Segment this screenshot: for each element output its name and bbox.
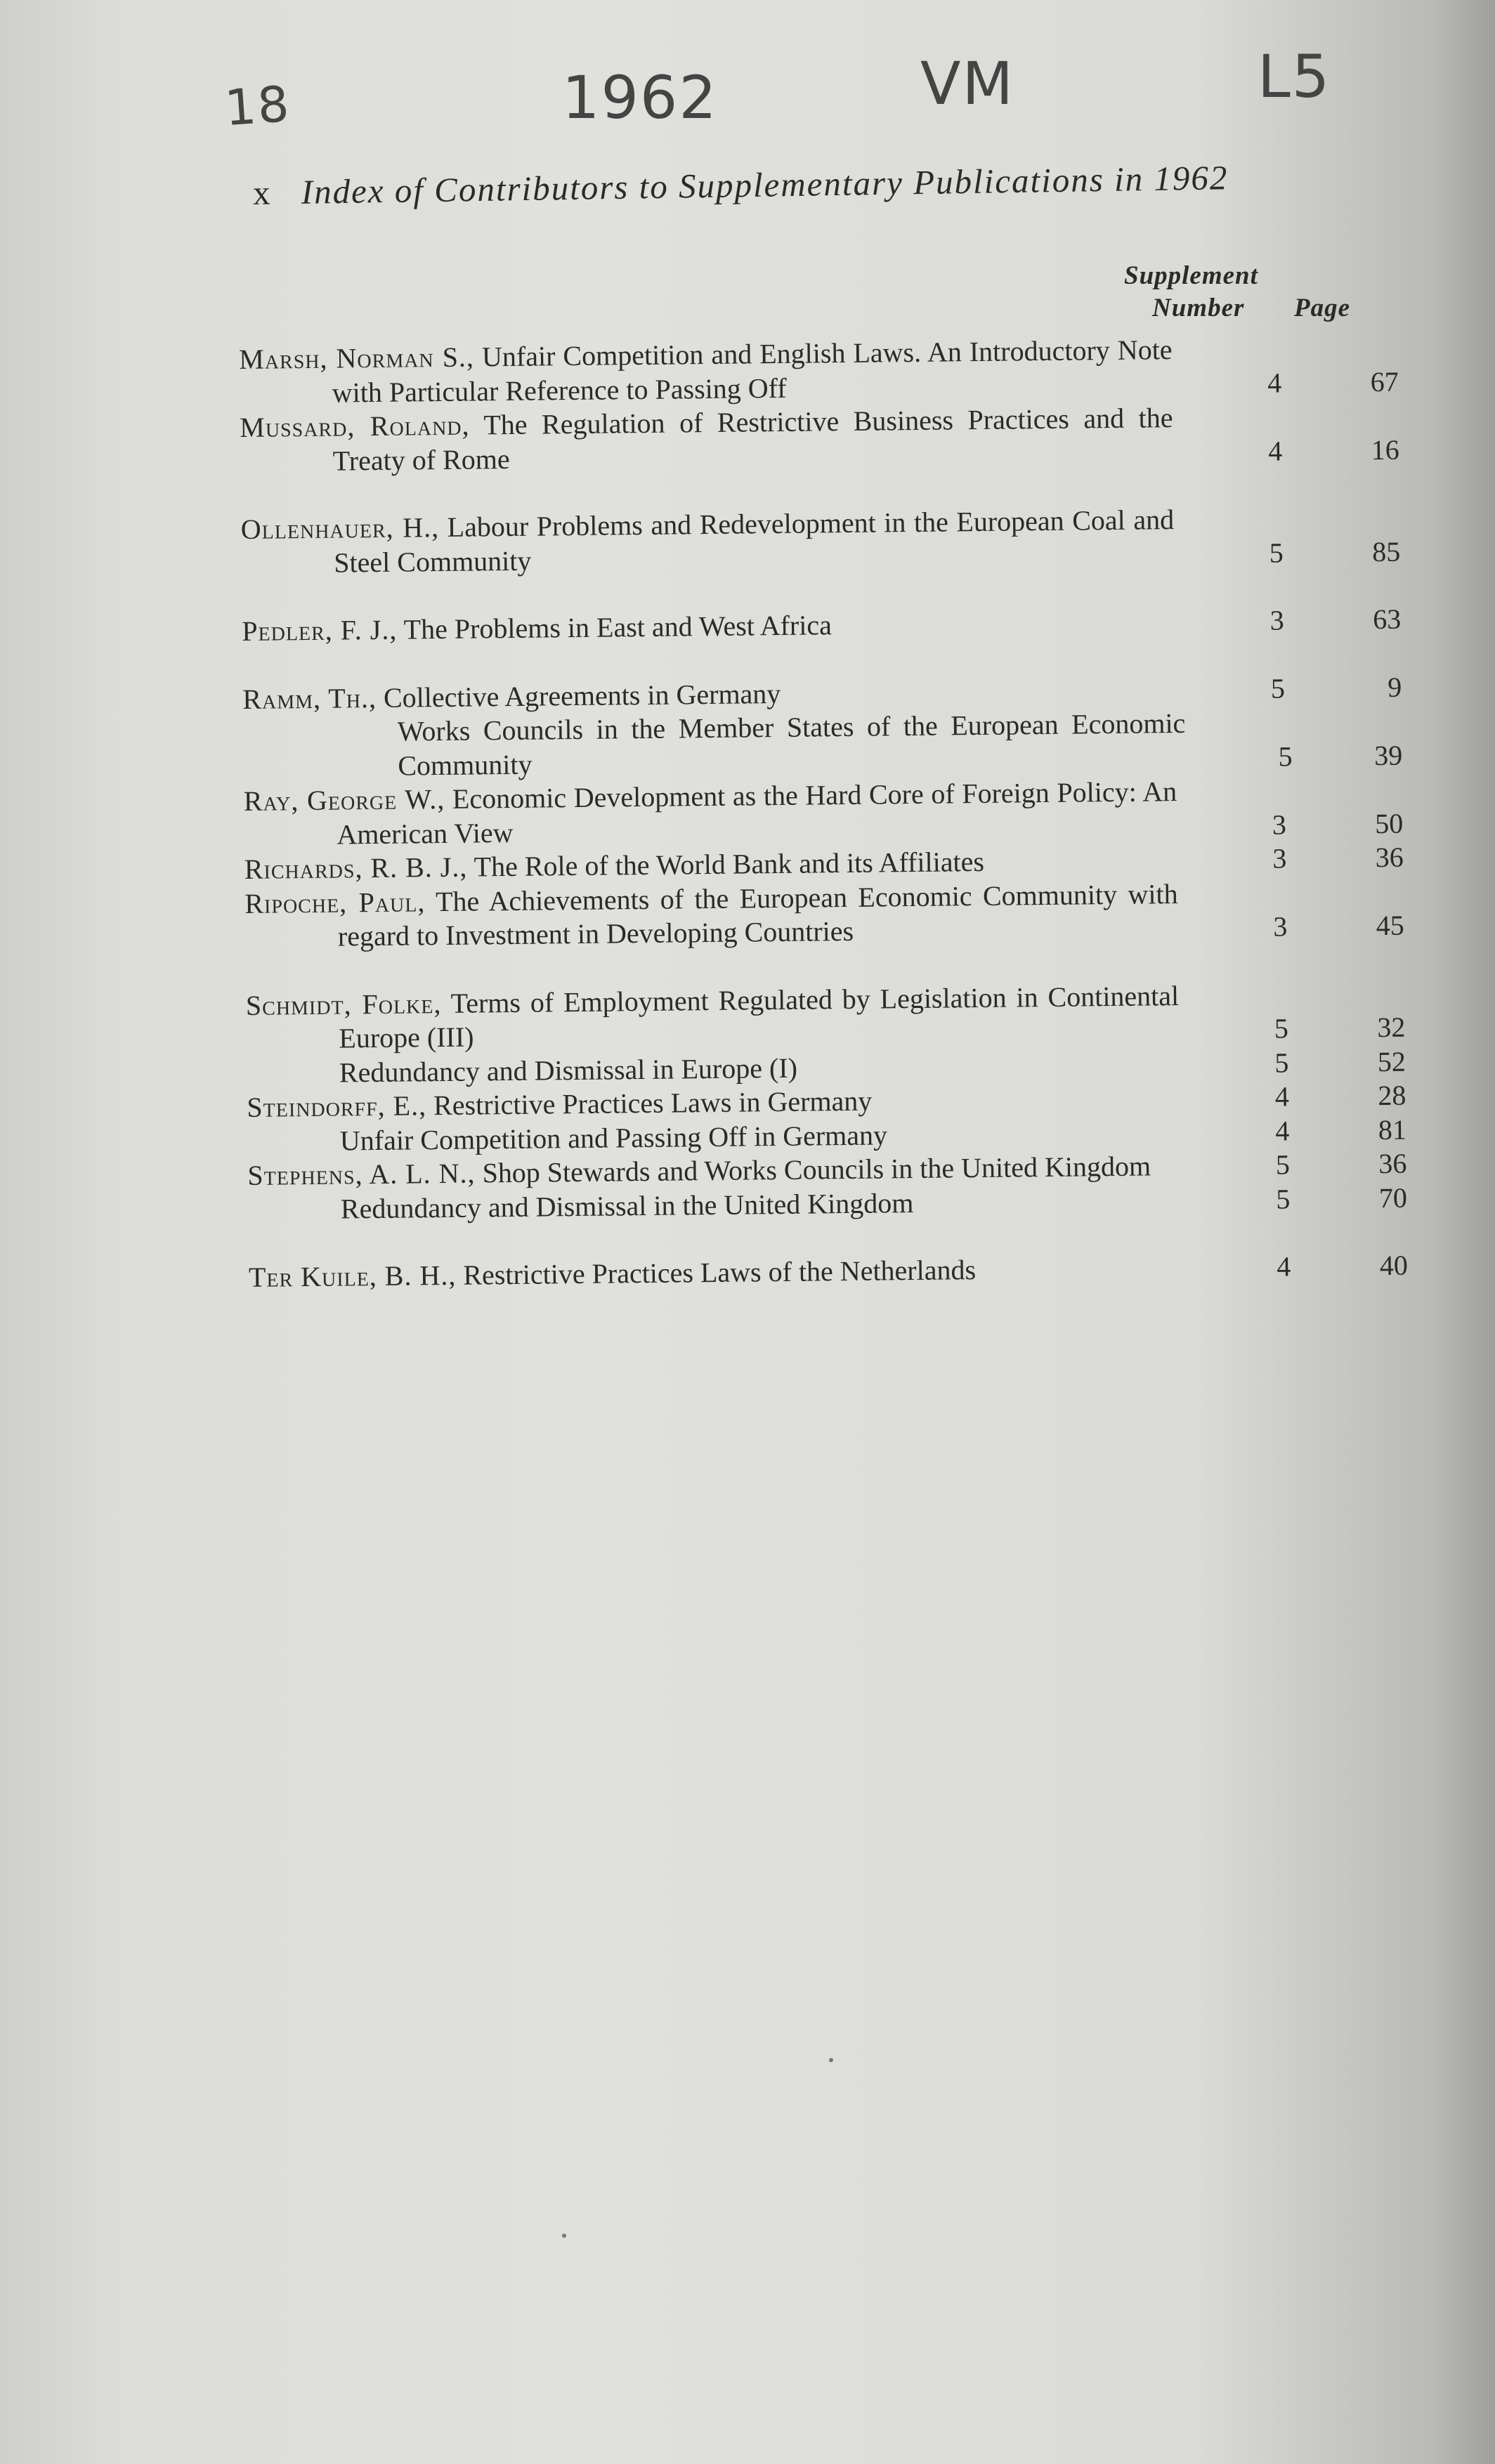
entry-page: 52 [1377,1045,1406,1077]
entry-supplement-number: 5 [1274,1012,1289,1044]
handwritten-note-18: 18 [223,74,292,138]
index-entry [241,501,1401,581]
entry-page: 16 [1371,433,1399,466]
entry-supplement-number: 5 [1274,1046,1289,1079]
index-group [239,331,1399,479]
entry-title: Terms of Employment Regulated by Legislation in Continental Europe (III) [339,979,1180,1054]
entry-title: The Regulation of Restrictive Business Practices and the Treaty of Rome [332,402,1173,477]
paper-speck [562,2234,566,2238]
index-entry [246,976,1406,1056]
entry-text [241,503,1175,581]
index-entry [242,603,1401,649]
entry-author: Marsh, Norman S., [239,341,475,375]
entry-supplement-number: 3 [1272,842,1287,874]
index-group [249,1249,1408,1295]
handwritten-note-code: L5 [1258,42,1331,111]
entry-title: The Achievements of the European Economic Community with regard to Investment in Developing Countries [337,877,1178,952]
entry-supplement-number: 3 [1272,808,1287,841]
entry-text [239,333,1173,411]
entry-title: Labour Problems and Redevelopment in the European Coal and Steel Community [334,504,1175,579]
entry-author: Richards, R. B. J., [244,851,468,885]
column-heading-supplement: Supplement [1124,261,1258,290]
entry-text [244,877,1178,955]
entry-title: Redundancy and Dismissal in Europe (I) [339,1051,798,1089]
entry-supplement-number: 4 [1277,1250,1291,1283]
entry-supplement-number: 4 [1267,366,1282,399]
entry-text [240,401,1173,479]
entry-author: Steindorff, E., [247,1089,427,1123]
entry-page: 63 [1372,603,1402,636]
entry-author: Stephens, A. L. N., [247,1157,476,1191]
paper-speck [829,2058,833,2062]
entry-page: 39 [1374,739,1403,771]
entry-text [249,1251,1182,1295]
page-header [253,155,1378,213]
entry-page: 81 [1378,1113,1407,1146]
entry-supplement-number: 4 [1275,1114,1290,1147]
entry-page: 85 [1371,535,1401,568]
index-entry [244,773,1404,853]
entry-text [242,605,1175,648]
entry-supplement-number: 5 [1269,536,1284,569]
entry-author: Ray, George W., [243,782,445,817]
entry-title: Shop Stewards and Works Councils in the United Kingdom [482,1150,1151,1189]
page-folio: x [252,173,272,212]
entry-author: Mussard, Roland, [240,409,470,443]
entry-author: Ripoche, Paul, [244,885,426,919]
entry-supplement-number: 5 [1278,740,1293,773]
entry-title: Economic Development as the Hard Core of Foreign Policy: An American View [337,775,1177,851]
index-entry [239,331,1399,411]
entry-author: Schmidt, Folke, [245,987,442,1021]
column-heading-number: Number [1152,294,1245,322]
entry-text [246,979,1180,1057]
entry-author: Ramm, Th., [242,681,377,715]
entry-title: Collective Agreements in Germany [383,677,781,714]
entry-author: Ollenhauer, H., [240,511,440,545]
entry-page: 36 [1378,1147,1407,1180]
index-entry [244,874,1404,955]
index-group [241,501,1401,581]
index-entry [243,705,1403,785]
entry-text [244,775,1177,853]
entry-supplement-number: 3 [1273,910,1288,943]
page-title: Index of Contributors to Supplementary Publications in 1962 [301,158,1229,211]
entry-supplement-number: 4 [1268,434,1283,467]
handwritten-note-year: 1962 [562,63,718,132]
entry-title: The Problems in East and West Africa [403,609,833,646]
entry-page: 9 [1387,671,1402,703]
handwritten-note-initials: VM [920,49,1014,118]
entry-page: 36 [1375,841,1404,874]
entry-supplement-number: 3 [1269,604,1285,636]
entry-title: Unfair Competition and English Laws. An Introductory Note with Particular Reference to Passing Off [332,334,1173,409]
entry-title: The Role of the World Bank and its Affiliates [474,845,985,883]
entry-supplement-number: 5 [1275,1148,1291,1181]
entry-supplement-number: 5 [1270,671,1286,705]
contributor-index [239,331,1409,1329]
entry-author: Pedler, F. J., [242,613,398,647]
entry-page: 45 [1376,909,1405,942]
index-entry [249,1249,1408,1295]
entry-title: Restrictive Practices Laws of the Netherlands [463,1254,977,1291]
entry-page: 28 [1378,1079,1406,1112]
column-heading-page: Page [1294,294,1351,322]
entry-text [243,707,1187,785]
entry-title: Redundancy and Dismissal in the United Kingdom [340,1186,914,1225]
entry-supplement-number: 4 [1274,1080,1290,1113]
entry-page: 40 [1379,1249,1409,1282]
index-group [242,603,1401,649]
entry-title: Unfair Competition and Passing Off in Germany [339,1118,888,1157]
index-entry [240,399,1399,479]
entry-title: Works Councils in the Member States of the European Economic Community [397,707,1186,782]
entry-page: 70 [1378,1181,1408,1214]
index-group [246,976,1407,1227]
entry-supplement-number: 5 [1276,1182,1291,1215]
entry-page: 32 [1377,1011,1406,1044]
entry-author: Ter Kuile, B. H., [248,1259,457,1293]
index-group [242,670,1404,955]
entry-title: Restrictive Practices Laws in Germany [433,1084,873,1122]
entry-page: 50 [1375,807,1404,839]
entry-page: 67 [1370,365,1399,398]
